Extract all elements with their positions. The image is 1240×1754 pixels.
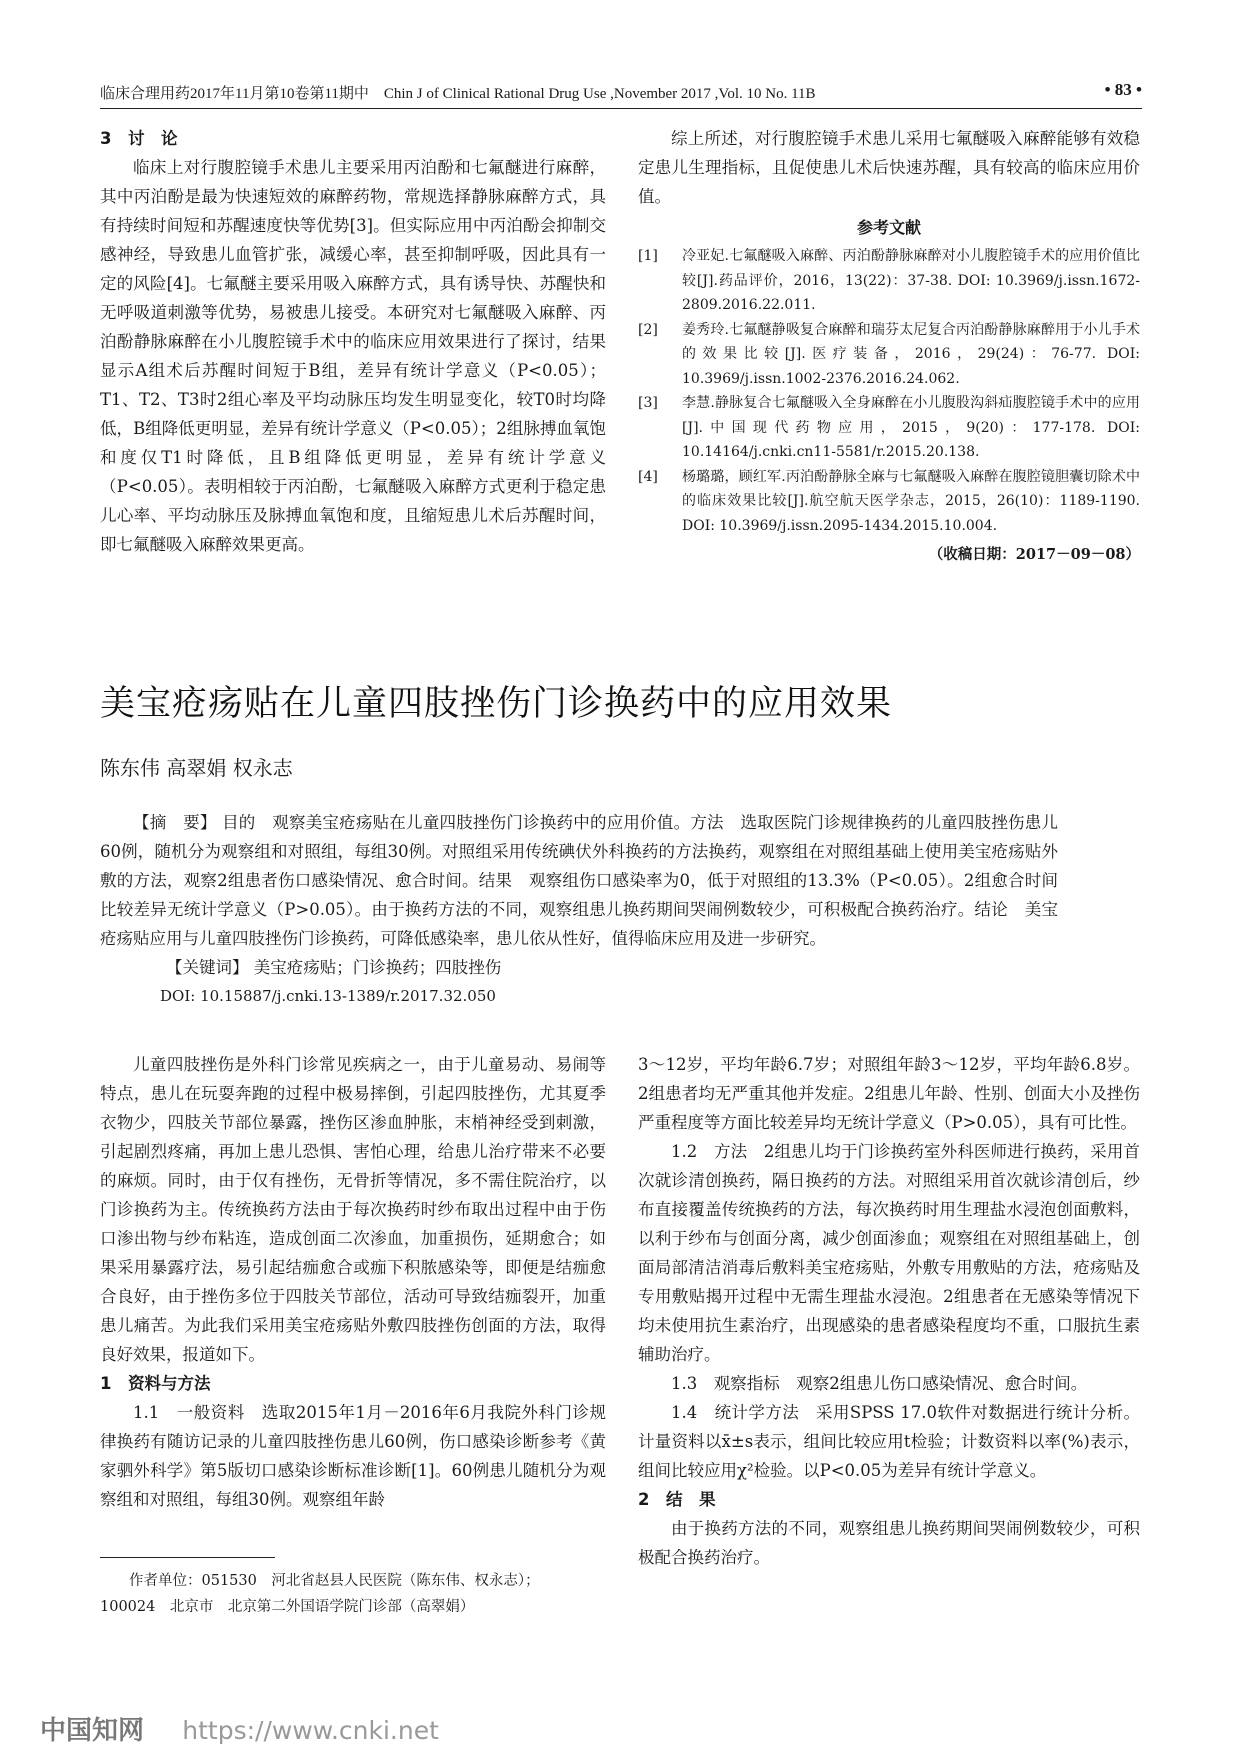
reference-number: [2] bbox=[638, 321, 658, 338]
article-title: 美宝疮疡贴在儿童四肢挫伤门诊换药中的应用效果 bbox=[100, 684, 893, 724]
reference-text: 杨璐璐，顾红军.丙泊酚静脉全麻与七氟醚吸入麻醉在腹腔镜胆囊切除术中的临床效果比较[J].航空航天医学杂志，2015，26(10)：1189-1190. DOI: 10.3969/j.issn.2095-1434.2015.10.004. bbox=[682, 468, 1140, 534]
journal-line: 临床合理用药2017年11月第10卷第11期中 Chin J of Clinical Rational Drug Use ,November 2017 ,Vol. 10 No. 11B bbox=[100, 86, 816, 102]
reference-number: [1] bbox=[638, 248, 658, 264]
general-data-continued: 3～12岁，平均年龄6.7岁；对照组年龄3～12岁，平均年龄6.8岁。2组患者均无严重其他并发症。2组患儿年龄、性别、创面大小及挫伤严重程度等方面比较差异均无统计学意义（P>0.05），具有可比性。 bbox=[638, 1055, 1140, 1132]
methods-heading: 1 资料与方法 bbox=[100, 1374, 211, 1393]
conclusion-paragraph: 综上所述，对行腹腔镜手术患儿采用七氟醚吸入麻醉能够有效稳定患儿生理指标，且促使患儿术后快速苏醒，具有较高的临床应用价值。 bbox=[638, 129, 1140, 206]
results-heading: 2 结 果 bbox=[638, 1490, 716, 1509]
method-paragraph: 1.2 方法 2组患儿均于门诊换药室外科医师进行换药，采用首次就诊清创换药，隔日换药的方法。对照组采用首次就诊清创后，纱布直接覆盖传统换药的方法，每次换药时用生理盐水浸泡创面敷料，以利于纱布与创面分离，减少创面渗血；观察组在对照组基础上，创面局部清洁消毒后敷料美宝疮疡贴，外敷专用敷贴的方法，疮疡贴及专用敷贴揭开过程中无需生理盐水浸泡。2组患者在无感染等情况下均未使用抗生素治疗，出现感染的患者感染程度均不重，口服抗生素辅助治疗。 bbox=[638, 1142, 1140, 1364]
discussion-heading: 3 讨 论 bbox=[100, 129, 178, 148]
references-column bbox=[638, 124, 1140, 569]
reference-list bbox=[638, 244, 1140, 538]
page-number: • 83 • bbox=[1104, 80, 1142, 99]
reference-text: 李慧.静脉复合七氟醚吸入全身麻醉在小儿腹股沟斜疝腹腔镜手术中的应用[J].中国现代药物应用，2015，9(20)：177-178. DOI: 10.14164/j.cnki.cn11-5581/r.2015.20.138. bbox=[682, 395, 1140, 460]
cnki-watermark bbox=[40, 1710, 439, 1747]
reference-item bbox=[638, 244, 1140, 318]
affiliation-line: 作者单位：051530 河北省赵县人民医院（陈东伟、权永志）； bbox=[129, 1573, 540, 1589]
general-data-paragraph: 1.1 一般资料 选取2015年1月－2016年6月我院外科门诊规律换药有随访记录的儿童四肢挫伤患儿60例，伤口感染诊断参考《黄家驷外科学》第5版切口感染诊断标准诊断[1]。60例患儿随机分为观察组和对照组，每组30例。观察组年龄 bbox=[100, 1403, 606, 1509]
article-doi: DOI: 10.15887/j.cnki.13-1389/r.2017.32.050 bbox=[160, 987, 496, 1005]
cnki-url[interactable]: https://www.cnki.net bbox=[182, 1716, 439, 1745]
received-date: （收稿日期：2017－09－08） bbox=[928, 546, 1140, 563]
reference-item bbox=[638, 318, 1140, 392]
reference-item bbox=[638, 391, 1140, 465]
keywords: 【关键词】 美宝疮疡贴；门诊换药；四肢挫伤 bbox=[166, 958, 502, 977]
running-header bbox=[100, 76, 1142, 109]
abstract-block bbox=[100, 808, 1058, 1011]
discussion-paragraph: 临床上对行腹腔镜手术患儿主要采用丙泊酚和七氟醚进行麻醉，其中丙泊酚是最为快速短效的麻醉药物，常规选择静脉麻醉方式，具有持续时间短和苏醒速度快等优势[3]。但实际应用中丙泊酚会抑制交感神经，导致患儿血管扩张，减缓心率，甚至抑制呼吸，因此具有一定的风险[4]。七氟醚主要采用吸入麻醉方式，具有诱导快、苏醒快和无呼吸道刺激等优势，易被患儿接受。本研究对七氟醚吸入麻醉、丙泊酚静脉麻醉在小儿腹腔镜手术中的临床应用效果进行了探讨，结果显示A组术后苏醒时间短于B组，差异有统计学意义（P<0.05）；T1、T2、T3时2组心率及平均动脉压均发生明显变化，较T0时均降低，B组降低更明显，差异有统计学意义（P<0.05）；2组脉搏血氧饱和度仅T1时降低，且B组降低更明显，差异有统计学意义（P<0.05）。表明相较于丙泊酚，七氟醚吸入麻醉方式更利于稳定患儿心率、平均动脉压及脉搏血氧饱和度，且缩短患儿术后苏醒时间，即七氟醚吸入麻醉效果更高。 bbox=[100, 158, 606, 554]
author-affiliation bbox=[100, 1568, 600, 1620]
indicator-paragraph: 1.3 观察指标 观察2组患儿伤口感染情况、愈合时间。 bbox=[671, 1374, 1088, 1393]
body-left-column bbox=[100, 1050, 606, 1514]
results-paragraph: 由于换药方法的不同，观察组患儿换药期间哭闹例数较少，可积极配合换药治疗。 bbox=[638, 1519, 1140, 1567]
statistics-paragraph: 1.4 统计学方法 采用SPSS 17.0软件对数据进行统计分析。计量资料以x̄±s表示，组间比较应用t检验；计数资料以率(%)表示，组间比较应用χ²检验。以P<0.05为差异有统计学意义。 bbox=[638, 1403, 1140, 1480]
body-right-column bbox=[638, 1050, 1140, 1572]
reference-text: 姜秀玲.七氟醚静吸复合麻醉和瑞芬太尼复合丙泊酚静脉麻醉用于小儿手术的效果比较[J].医疗装备，2016，29(24)：76-77. DOI: 10.3969/j.issn.1002-2376.2016.24.062. bbox=[682, 321, 1140, 387]
footnote-divider bbox=[100, 1557, 275, 1558]
references-heading: 参考文献 bbox=[856, 218, 921, 237]
reference-item bbox=[638, 465, 1140, 539]
introduction-paragraph: 儿童四肢挫伤是外科门诊常见疾病之一，由于儿童易动、易闹等特点，患儿在玩耍奔跑的过程中极易摔倒，引起四肢挫伤，尤其夏季衣物少，四肢关节部位暴露，挫伤区渗血肿胀，末梢神经受到刺激，引起剧烈疼痛，再加上患儿恐惧、害怕心理，给患儿治疗带来不必要的麻烦。同时，由于仅有挫伤，无骨折等情况，多不需住院治疗，以门诊换药为主。传统换药方法由于每次换药时纱布取出过程中由于伤口渗出物与纱布粘连，造成创面二次渗血，加重损伤，延期愈合；如果采用暴露疗法，易引起结痂愈合或痂下积脓感染等，即便是结痂愈合良好，由于挫伤多位于四肢关节部位，活动可导致结痂裂开，加重患儿痛苦。为此我们采用美宝疮疡贴外敷四肢挫伤创面的方法，取得良好效果，报道如下。 bbox=[100, 1055, 606, 1364]
reference-number: [3] bbox=[638, 395, 658, 411]
cnki-logo-text: 中国知网 bbox=[40, 1716, 145, 1746]
reference-text: 冷亚妃.七氟醚吸入麻醉、丙泊酚静脉麻醉对小儿腹腔镜手术的应用价值比较[J].药品评价，2016，13(22)：37-38. DOI: 10.3969/j.issn.1672-2809.2016.22.011. bbox=[682, 248, 1140, 313]
reference-number: [4] bbox=[638, 468, 658, 485]
article-authors: 陈东伟 高翠娟 权永志 bbox=[100, 756, 293, 780]
affiliation-line: 100024 北京市 北京第二外国语学院门诊部（高翠娟） bbox=[100, 1599, 475, 1615]
abstract-text: 【摘 要】 目的 观察美宝疮疡贴在儿童四肢挫伤门诊换药中的应用价值。方法 选取医院门诊规律换药的儿童四肢挫伤患儿60例，随机分为观察组和对照组，每组30例。对照组采用传统碘伏外科换药的方法换药，观察组在对照组基础上使用美宝疮疡贴外敷的方法，观察2组患者伤口感染情况、愈合时间。结果 观察组伤口感染率为0，低于对照组的13.3%（P<0.05）。2组愈合时间比较差异无统计学意义（P>0.05）。由于换药方法的不同，观察组患儿换药期间哭闹例数较少，可积极配合换药治疗。结论 美宝疮疡贴应用与儿童四肢挫伤门诊换药，可降低感染率，患儿依从性好，值得临床应用及进一步研究。 bbox=[100, 813, 1058, 948]
discussion-column bbox=[100, 124, 606, 559]
